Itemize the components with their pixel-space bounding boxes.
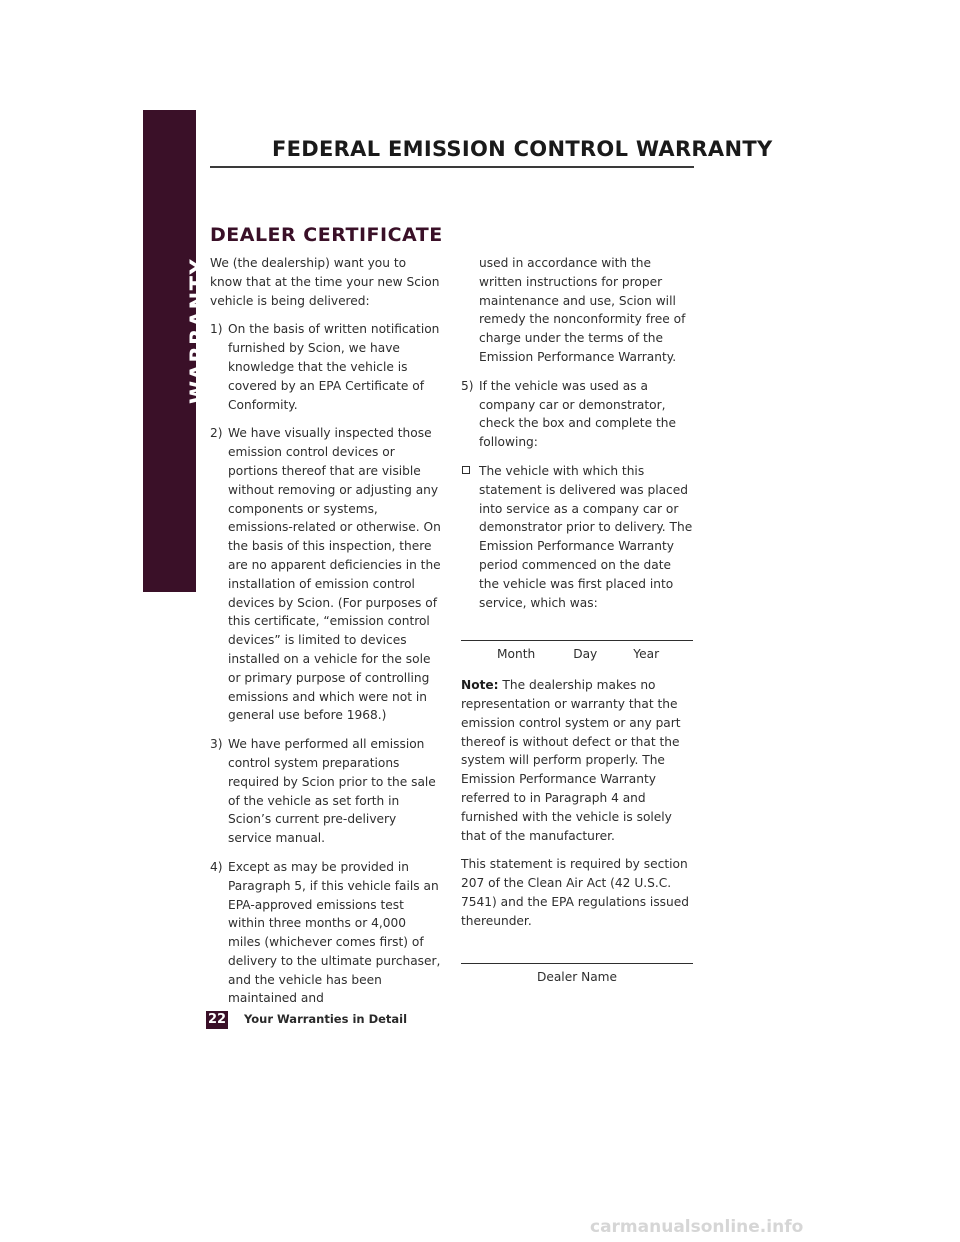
note-text: The dealership makes no representation or warranty that the emission control system or any part thereof is without defect or that the system will perform properly. The Emission Performance Warranty referred to in Paragraph 4 and furnished with the vehicle is solely that of the manufacturer. [461, 678, 681, 843]
item-number: 1) [210, 322, 223, 337]
month-label: Month [497, 647, 536, 662]
note-label: Note: [461, 678, 499, 693]
note-paragraph [461, 676, 693, 845]
item-text: On the basis of written notification furnished by Scion, we have knowledge that the vehicle is covered by an EPA Certificate of Conformity. [228, 322, 440, 412]
footer-title: Your Warranties in Detail [244, 1012, 408, 1026]
list-item [210, 424, 442, 725]
company-car-checkbox-item [461, 462, 693, 612]
page-number: 22 [207, 1012, 227, 1027]
date-signature-line[interactable] [461, 640, 693, 641]
year-label: Year [633, 647, 660, 662]
dealer-name-label: Dealer Name [536, 969, 618, 984]
statement-paragraph: This statement is required by section 207 of the Clean Air Act (42 U.S.C. 7541) and the EPA regulations issued thereunder. [461, 857, 689, 928]
intro-paragraph: We (the dealership) want you to know that at the time your new Scion vehicle is being delivered: [210, 256, 440, 308]
left-column [210, 254, 442, 1018]
list-item [210, 858, 442, 1008]
checkbox[interactable] [462, 466, 470, 474]
side-tab-label: WARRANTY [186, 257, 210, 404]
item-text: If the vehicle was used as a company car or demonstrator, check the box and complete the following: [479, 378, 676, 450]
item-number: 3) [210, 737, 223, 752]
date-labels [461, 645, 693, 664]
watermark: carmanualsonline.info [590, 1217, 804, 1237]
item-number: 4) [210, 859, 223, 874]
item-text: Except as may be provided in Paragraph 5, if this vehicle fails an EPA-approved emissions test within three months or 4,000 miles (whichever comes first) of delivery to the ultimate purchaser, and the vehicle has been maintained and [228, 859, 441, 1006]
right-column [461, 254, 693, 986]
page-title: FEDERAL EMISSION CONTROL WARRANTY [272, 137, 773, 161]
item-number: 2) [210, 426, 223, 441]
list-item [210, 320, 442, 414]
dealer-signature-line[interactable] [461, 963, 693, 964]
item-text: We have visually inspected those emission control devices or portions thereof that are visible without removing or adjusting any components or systems, emissions-related or otherwise. On the basis of this inspection, there are no apparent deficiencies in the installation of emission control devices by Scion. (For purposes of this certificate, “emission control devices” is limited to devices installed on a vehicle for the sole or primary purpose of controlling emissions and which were not in general use before 1968.) [228, 426, 441, 723]
title-divider [210, 166, 694, 168]
section-heading: DEALER CERTIFICATE [210, 224, 443, 246]
list-item [461, 377, 693, 452]
item-text: We have performed all emission control system preparations required by Scion prior to the sale of the vehicle as set forth in Scion’s current pre-delivery service manual. [228, 737, 436, 846]
checkbox-text: The vehicle with which this statement is delivered was placed into service as a company car or demonstrator prior to delivery. The Emission Performance Warranty period commenced on the date the vehicle was first placed into service, which was: [479, 463, 693, 610]
list-item [210, 735, 442, 848]
day-label: Day [573, 647, 598, 662]
item-number: 5) [461, 378, 474, 393]
item-4-continued: used in accordance with the written instructions for proper maintenance and use, Scion will remedy the nonconformity free of charge under the terms of the Emission Performance Warranty. [479, 256, 686, 364]
